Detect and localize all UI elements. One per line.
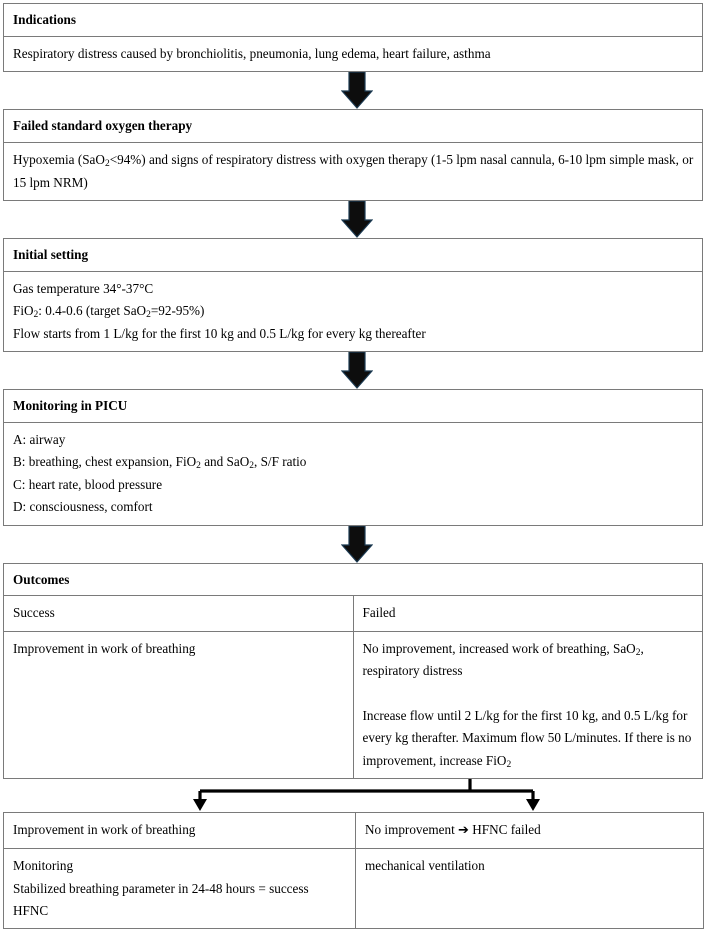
fio2-subscript: 2 — [196, 461, 201, 472]
outcomes-success-cell: Improvement in work of breathing — [4, 631, 354, 778]
sao2-subscript: 2 — [146, 310, 151, 321]
outcomes-failed-cell — [353, 631, 703, 778]
monitoring-line-d: D: consciousness, comfort — [13, 499, 153, 515]
step-box-failed-standard-oxygen-therapy — [3, 109, 703, 201]
final-right-body: mechanical ventilation — [356, 849, 704, 929]
down-block-arrow-icon — [341, 526, 373, 563]
final-right-header-part2: HFNC failed — [468, 822, 541, 838]
down-block-arrow-icon — [341, 72, 373, 109]
indications-body: Respiratory distress caused by bronchiolitis, pneumonia, lung edema, heart failure, asthma — [4, 36, 702, 71]
down-block-arrow-icon — [341, 201, 373, 238]
final-left-line-1: Monitoring — [13, 858, 74, 874]
fork-connector-icon — [3, 779, 703, 812]
outcomes-body-row — [4, 631, 703, 778]
final-body-row — [4, 849, 704, 929]
sao2-subscript: 2 — [635, 647, 641, 658]
failed-para1-part1: No improvement, increased work of breathing, SaO — [362, 640, 636, 656]
fork-connector — [3, 779, 703, 812]
final-left-body — [4, 849, 356, 929]
right-arrow-icon: ➔ — [458, 823, 469, 839]
connector-arrow-3 — [3, 352, 703, 389]
step-box-initial-setting — [3, 238, 703, 352]
monitoring-b-part3: , S/F ratio — [254, 454, 307, 470]
outcomes-header-row — [4, 563, 703, 596]
outcomes-col-header-success: Success — [4, 596, 354, 631]
step-box-monitoring-in-picu — [3, 389, 703, 526]
failed-oxygen-header: Failed standard oxygen therapy — [13, 118, 193, 134]
failed-oxygen-body-rest: <94%) and signs of respiratory distress with oxygen therapy (1-5 lpm nasal cannula, 6-10 lpm simple mask, or 15 lpm NRM) — [13, 152, 694, 190]
final-left-line-3: HFNC — [13, 903, 49, 919]
failed-para1-part2: , — [640, 640, 644, 656]
outcomes-column-header-row — [4, 596, 703, 631]
initial-setting-line-2 — [13, 300, 694, 322]
outcomes-table — [3, 563, 703, 779]
outcomes-failed-para-1-line2: respiratory distress — [362, 663, 463, 679]
sao2-subscript: 2 — [104, 159, 110, 170]
final-left-header: Improvement in work of breathing — [4, 813, 356, 849]
final-right-header-part1: No improvement — [365, 822, 459, 838]
target-sao2-label: : 0.4-0.6 (target SaO — [38, 303, 147, 319]
failed-oxygen-body-prefix: Hypoxemia (SaO — [13, 152, 105, 168]
outcomes-header: Outcomes — [4, 563, 703, 596]
target-sao2-value: =92-95%) — [150, 303, 205, 319]
down-block-arrow-icon — [341, 352, 373, 389]
sao2-subscript: 2 — [249, 461, 254, 472]
connector-arrow-1 — [3, 72, 703, 109]
failed-oxygen-body — [4, 142, 702, 200]
initial-setting-body — [4, 271, 702, 351]
connector-arrow-4 — [3, 526, 703, 563]
final-left-line-2: Stabilized breathing parameter in 24-48 hours = success — [13, 880, 309, 896]
fio2-subscript: 2 — [506, 759, 512, 770]
monitoring-b-part1: B: breathing, chest expansion, FiO — [13, 454, 197, 470]
fio2-label: FiO — [13, 303, 34, 319]
flowchart — [3, 3, 703, 929]
final-right-header — [356, 813, 704, 849]
monitoring-line-b — [13, 451, 694, 473]
monitoring-line-c: C: heart rate, blood pressure — [13, 476, 163, 492]
initial-setting-line-3: Flow starts from 1 L/kg for the first 10 kg and 0.5 L/kg for every kg thereafter — [13, 325, 426, 341]
monitoring-b-part2: and SaO — [200, 454, 250, 470]
connector-arrow-2 — [3, 201, 703, 238]
step-box-indications — [3, 3, 703, 72]
paragraph-spacer — [363, 683, 694, 705]
final-header-row — [4, 813, 704, 849]
outcomes-failed-para-2 — [363, 705, 694, 772]
failed-para2-text: Increase flow until 2 L/kg for the first 10 kg, and 0.5 L/kg for every kg therafter. Maximum flow 50 L/minutes. If there is no improvement, increase FiO — [362, 707, 692, 768]
indications-header: Indications — [13, 12, 77, 27]
outcomes-col-header-failed: Failed — [353, 596, 703, 631]
initial-setting-line-1: Gas temperature 34°-37°C — [13, 280, 154, 296]
monitoring-header: Monitoring in PICU — [13, 398, 128, 414]
fio2-subscript: 2 — [33, 310, 39, 321]
monitoring-line-a: A: airway — [13, 431, 66, 447]
final-outcome-table — [3, 812, 704, 929]
initial-setting-header: Initial setting — [13, 246, 89, 262]
outcomes-failed-para-1 — [363, 638, 694, 660]
monitoring-body — [4, 422, 702, 525]
